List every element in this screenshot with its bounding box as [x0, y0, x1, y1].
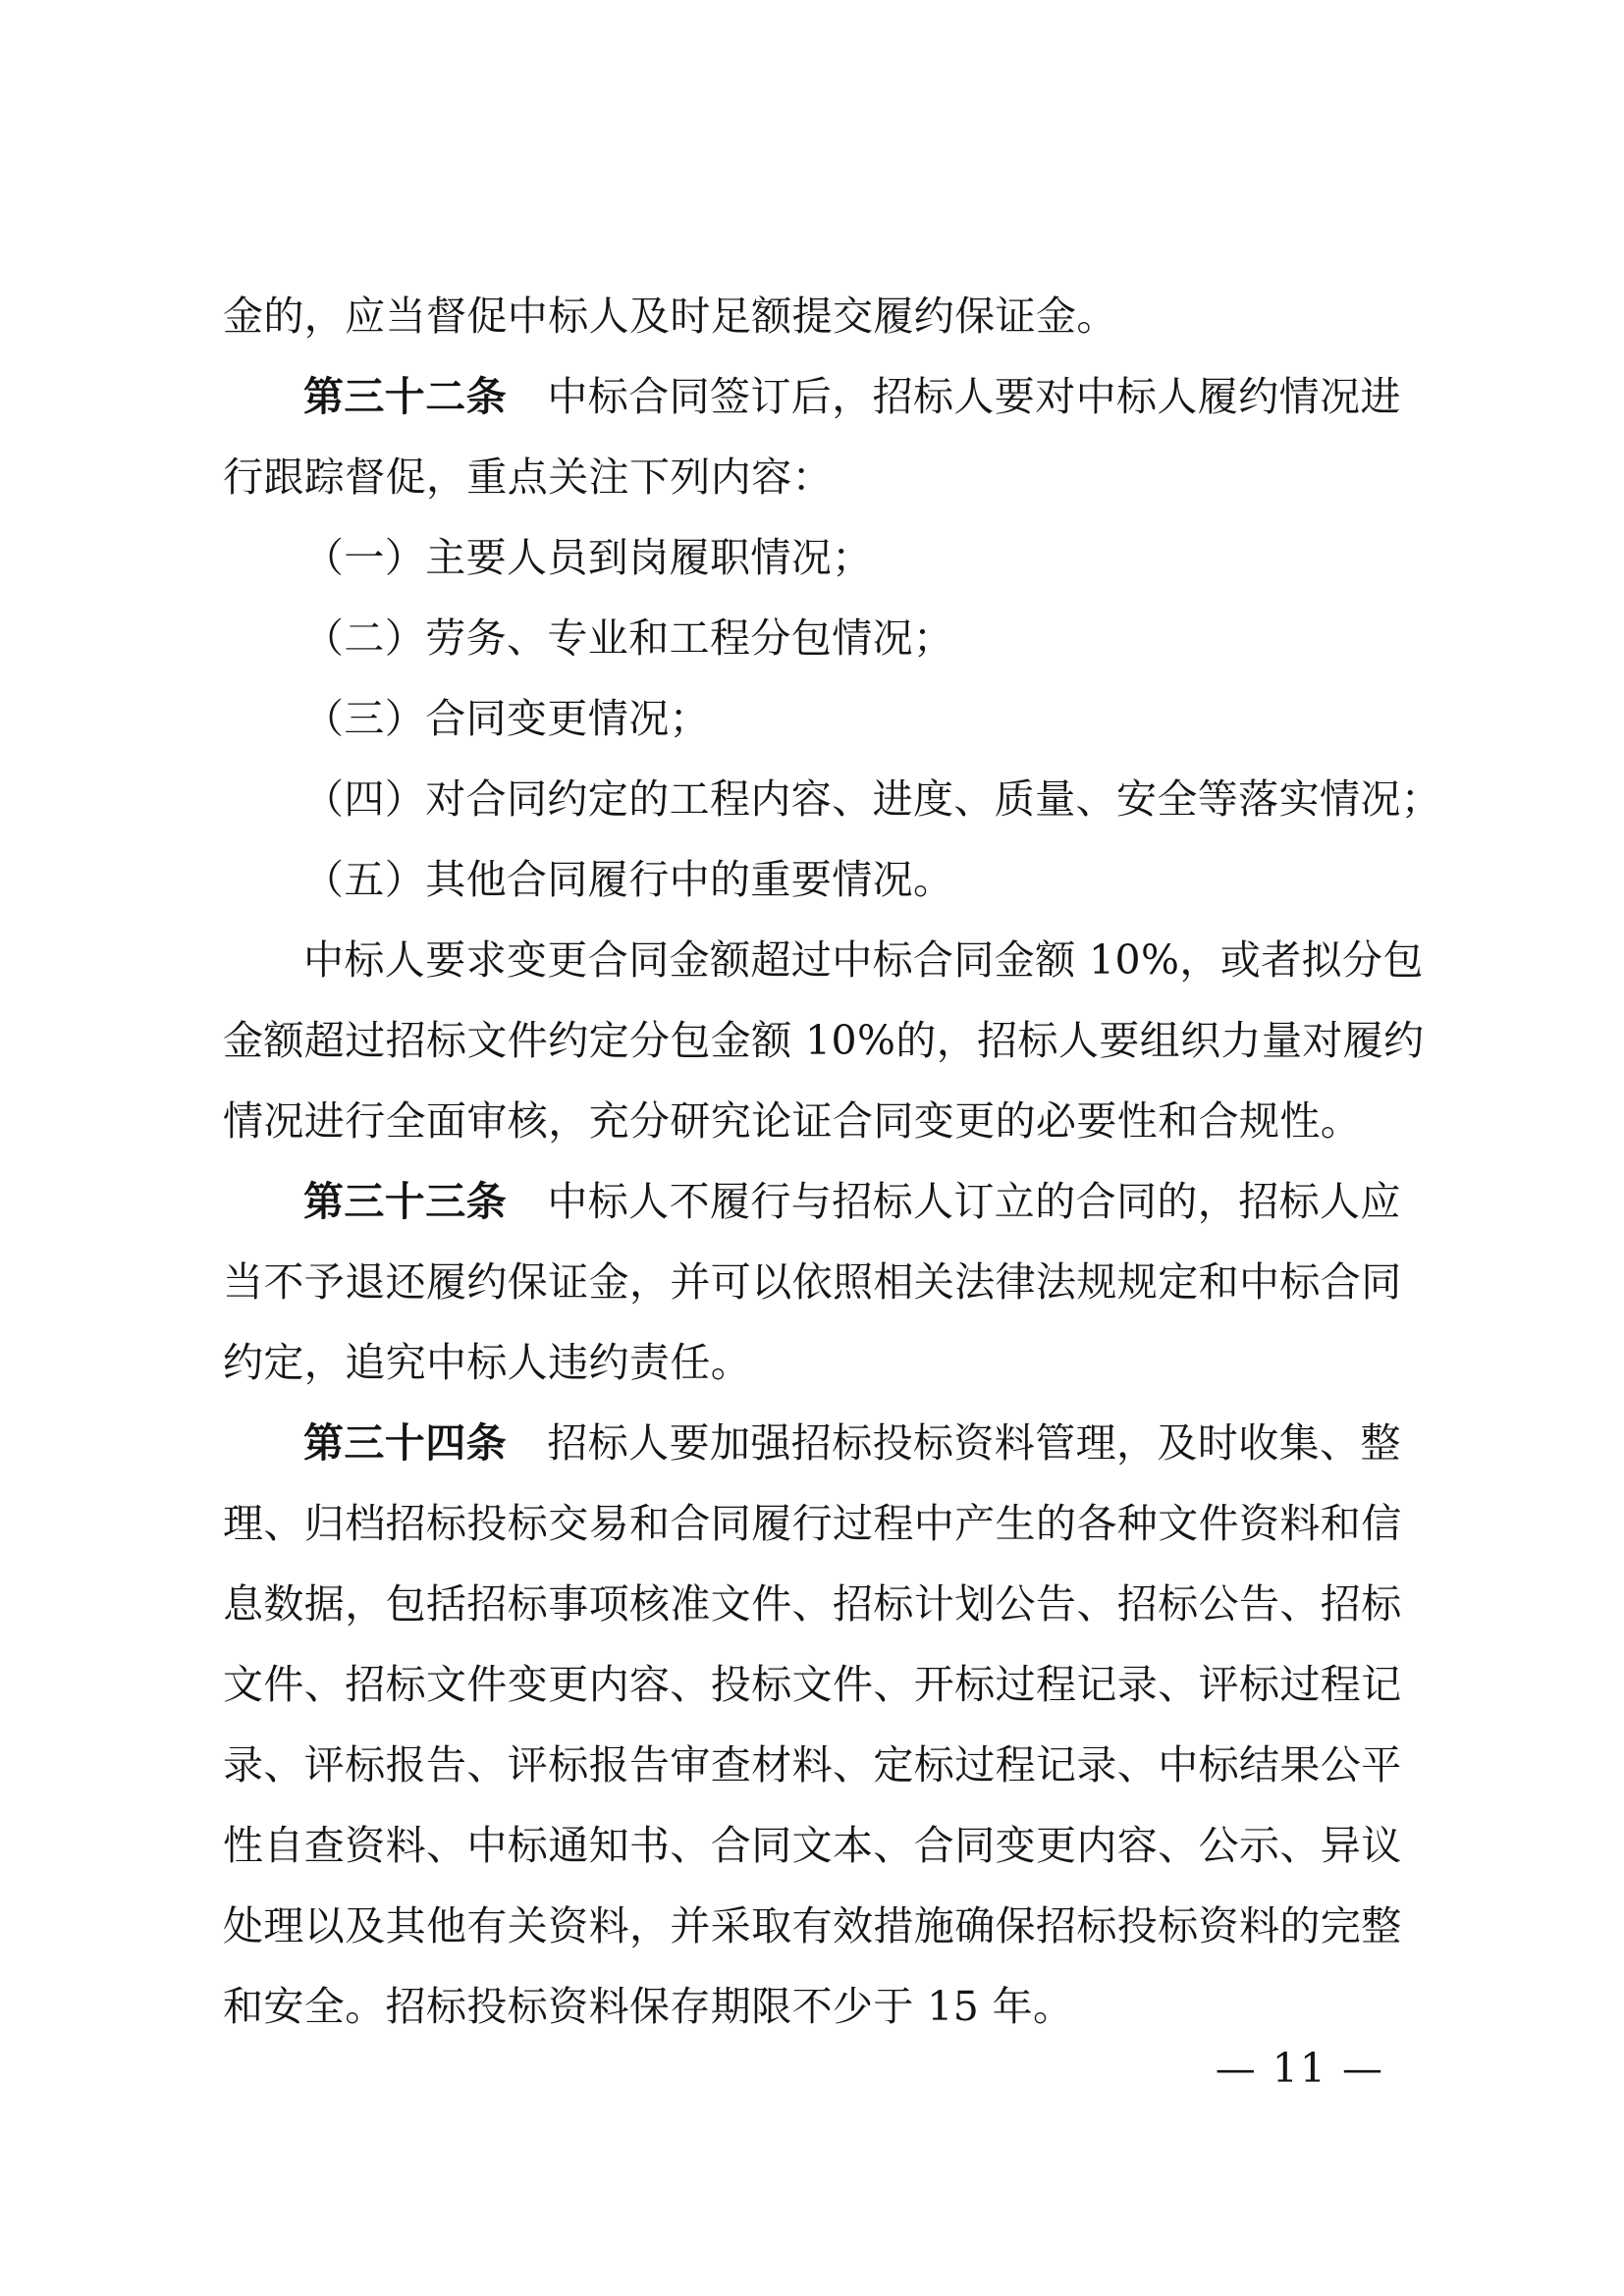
text-segment: （五）其他合同履行中的重要情况。: [303, 856, 954, 903]
text-line: [223, 1322, 1450, 1403]
text-line: [223, 1403, 1450, 1483]
text-segment: 情况进行全面审核，充分研究论证合同变更的必要性和合规性。: [223, 1097, 1362, 1145]
text-segment: 招标人要加强招标投标资料管理，及时收集、整: [507, 1419, 1401, 1467]
text-line: [223, 1644, 1450, 1725]
document-body: [223, 276, 1450, 2047]
text-line: [223, 437, 1450, 517]
text-segment: （一）主要人员到岗履职情况；: [303, 534, 873, 581]
text-segment: 和安全。招标投标资料保存期限不少于 15 年。: [223, 1983, 1074, 2030]
text-line: [223, 1242, 1450, 1322]
text-line: [223, 517, 1450, 598]
page-number: — 11 —: [1215, 2045, 1384, 2092]
text-line: [223, 759, 1450, 839]
text-segment: 当不予退还履约保证金，并可以依照相关法律法规规定和中标合同: [223, 1258, 1402, 1306]
text-segment: 金额超过招标文件约定分包金额 10%的，招标人要组织力量对履约: [223, 1017, 1425, 1064]
text-segment: 理、归档招标投标交易和合同履行过程中产生的各种文件资料和信: [223, 1500, 1402, 1547]
text-segment: 文件、招标文件变更内容、投标文件、开标过程记录、评标过程记: [223, 1661, 1402, 1708]
article-number-heading: 第三十四条: [303, 1419, 507, 1467]
text-line: [223, 1805, 1450, 1886]
text-segment: 处理以及其他有关资料，并采取有效措施确保招标投标资料的完整: [223, 1902, 1402, 1949]
text-line: [223, 1081, 1450, 1161]
text-segment: 约定，追究中标人违约责任。: [223, 1339, 752, 1386]
text-line: [223, 920, 1450, 1000]
text-segment: （四）对合同约定的工程内容、进度、质量、安全等落实情况；: [303, 775, 1442, 823]
article-number-heading: 第三十三条: [303, 1178, 507, 1225]
text-segment: 中标人要求变更合同金额超过中标合同金额 10%，或者拟分包: [303, 936, 1424, 984]
text-line: [223, 276, 1450, 356]
article-number-heading: 第三十二条: [303, 373, 507, 420]
text-line: [223, 1161, 1450, 1242]
text-line: [223, 1725, 1450, 1805]
text-line: [223, 356, 1450, 437]
text-line: [223, 1564, 1450, 1644]
text-line: [223, 839, 1450, 920]
text-line: [223, 1000, 1450, 1081]
text-segment: 息数据，包括招标事项核准文件、招标计划公告、招标公告、招标: [223, 1580, 1402, 1628]
text-segment: （二）劳务、专业和工程分包情况；: [303, 614, 954, 662]
text-segment: （三）合同变更情况；: [303, 695, 710, 742]
text-segment: 中标合同签订后，招标人要对中标人履约情况进: [507, 373, 1401, 420]
text-segment: 金的，应当督促中标人及时足额提交履约保证金。: [223, 293, 1117, 340]
text-line: [223, 678, 1450, 759]
text-line: [223, 598, 1450, 678]
text-segment: 录、评标报告、评标报告审查材料、定标过程记录、中标结果公平: [223, 1741, 1402, 1789]
text-line: [223, 1886, 1450, 1966]
text-segment: 性自查资料、中标通知书、合同文本、合同变更内容、公示、异议: [223, 1822, 1402, 1869]
text-segment: 中标人不履行与招标人订立的合同的，招标人应: [507, 1178, 1401, 1225]
text-segment: 行跟踪督促，重点关注下列内容：: [223, 454, 833, 501]
text-line: [223, 1483, 1450, 1564]
